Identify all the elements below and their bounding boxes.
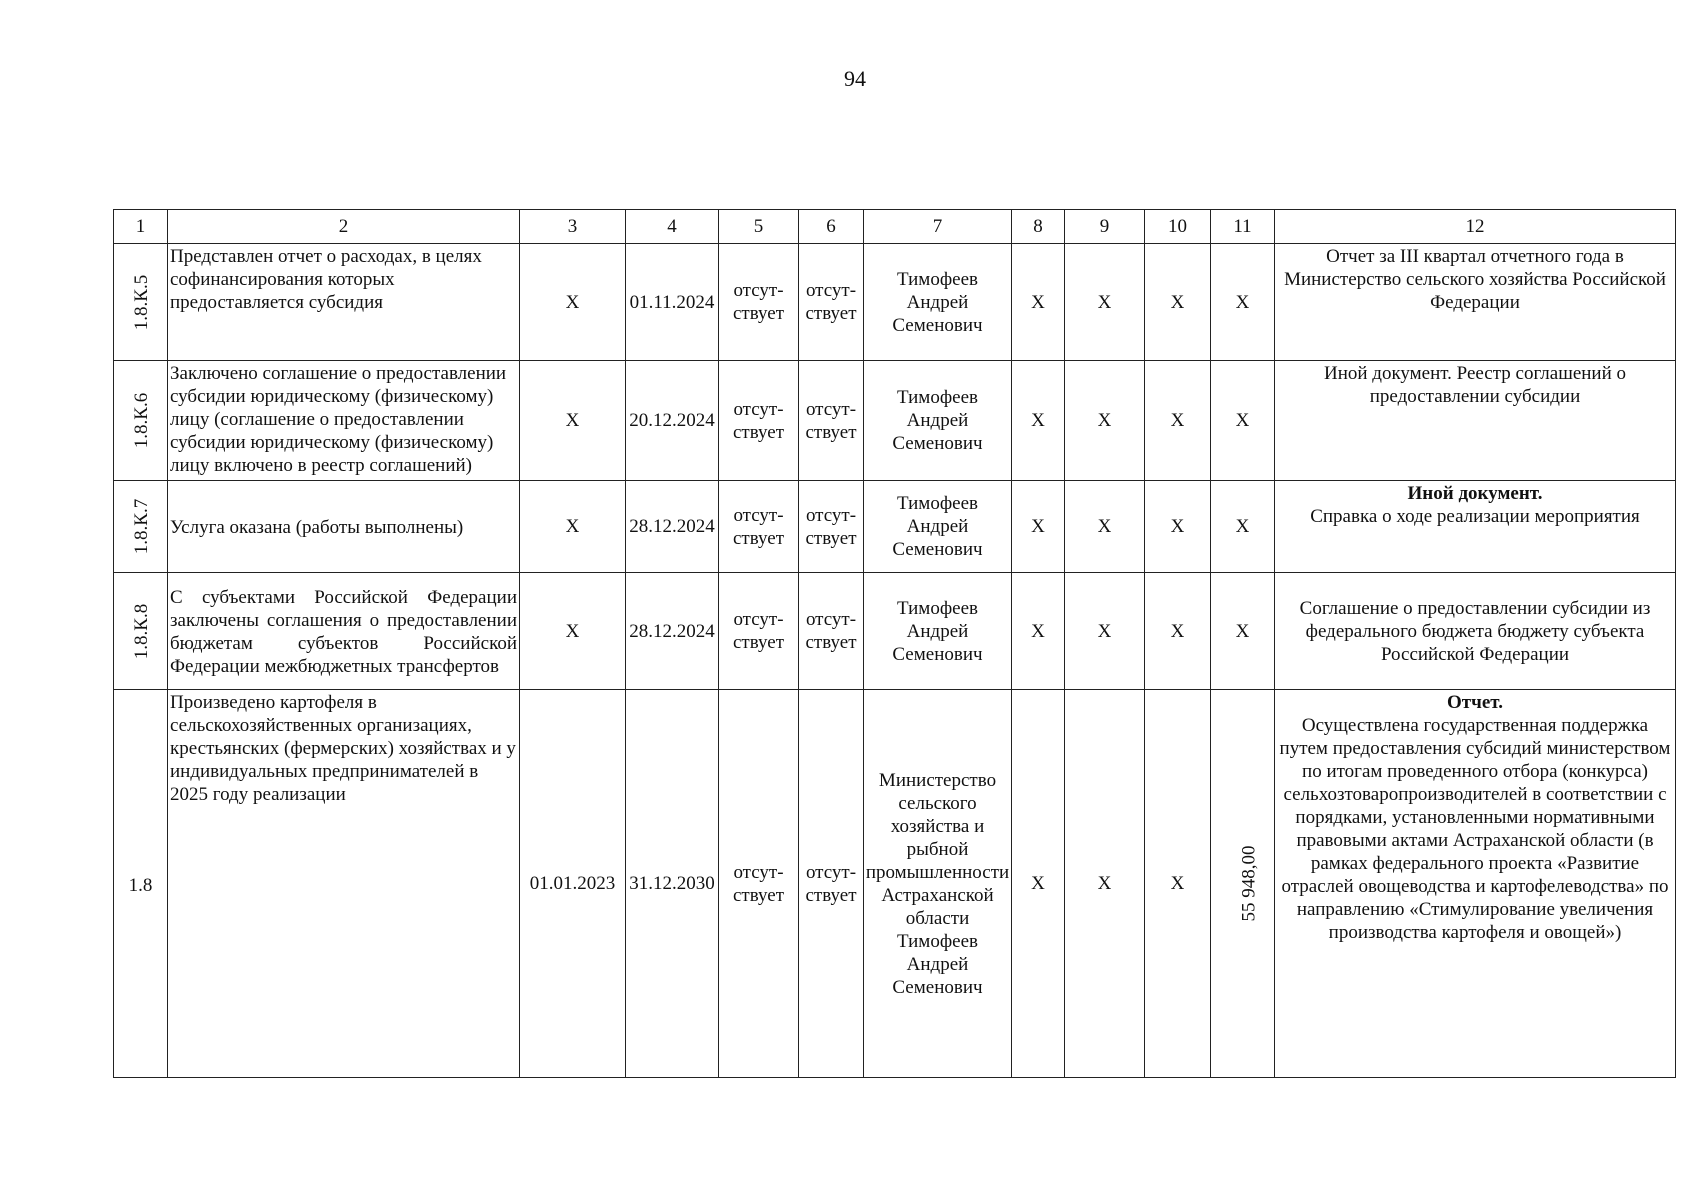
cell-document: Соглашение о предоставлении субсидии из федерального бюджета бюджету субъекта Российской Федерации	[1275, 573, 1676, 690]
row-code-cell	[114, 361, 168, 481]
cell-col9: X	[1065, 361, 1145, 481]
column-header: 5	[719, 210, 799, 244]
column-header: 9	[1065, 210, 1145, 244]
column-number-row	[114, 210, 1676, 244]
cell-responsible: Министерство сельского хозяйства и рыбной промышленности Астраханской области Тимофеев Андрей Семенович	[864, 690, 1012, 1078]
cell-end-date: 31.12.2030	[626, 690, 719, 1078]
cell-col8: X	[1012, 361, 1065, 481]
row-code-cell	[114, 244, 168, 361]
row-description: Заключено соглашение о предоставлении субсидии юридическому (физическому) лицу (соглашение о предоставлении субсидии юридическому (физическому) лицу включено в реестр соглашений)	[168, 361, 520, 481]
cell-document: Иной документ. Реестр соглашений о предоставлении субсидии	[1275, 361, 1676, 481]
page-number: 94	[844, 66, 866, 91]
cell-col10: X	[1145, 481, 1211, 573]
row-code: 1.8.К.6	[131, 392, 153, 449]
cell-col6: отсут-ствует	[799, 244, 864, 361]
cell-document	[1275, 690, 1676, 1078]
control-points-table	[113, 209, 1676, 1078]
cell-col6: отсут-ствует	[799, 481, 864, 573]
cell-amount	[1211, 690, 1275, 1078]
cell-col11: X	[1211, 573, 1275, 690]
column-header: 11	[1211, 210, 1275, 244]
cell-col8: X	[1012, 690, 1065, 1078]
cell-date: 28.12.2024	[626, 481, 719, 573]
document-heading: Иной документ.	[1407, 483, 1543, 504]
row-code: 1.8.К.5	[131, 274, 153, 330]
cell-col5: отсут-ствует	[719, 481, 799, 573]
row-code: 1.8.К.7	[131, 498, 153, 555]
cell-col8: X	[1012, 244, 1065, 361]
column-header: 10	[1145, 210, 1211, 244]
cell-date: 28.12.2024	[626, 573, 719, 690]
cell-col10: X	[1145, 244, 1211, 361]
cell-col10: X	[1145, 573, 1211, 690]
cell-col11: X	[1211, 481, 1275, 573]
cell-col3: X	[520, 361, 626, 481]
row-description: С субъектами Российской Федерации заключены соглашения о предоставлении бюджетам субъектов Российской Федерации межбюджетных трансфертов	[168, 573, 520, 690]
cell-document: Отчет за III квартал отчетного года в Министерство сельского хозяйства Российской Федерации	[1275, 244, 1676, 361]
table-row	[114, 361, 1676, 481]
table-row	[114, 481, 1676, 573]
cell-col8: X	[1012, 481, 1065, 573]
document-text: Справка о ходе реализации мероприятия	[1310, 506, 1640, 527]
cell-col9: X	[1065, 244, 1145, 361]
row-code: 1.8.К.8	[131, 603, 153, 659]
cell-date: 20.12.2024	[626, 361, 719, 481]
column-header: 3	[520, 210, 626, 244]
row-description: Произведено картофеля в сельскохозяйственных организациях, крестьянских (фермерских) хозяйствах и у индивидуальных предпринимателей в 2025 году реализации	[168, 690, 520, 1078]
document-text: Осуществлена государственная поддержка путем предоставления субсидий министерством по итогам проведенного отбора (конкурса) сельхозтоваропроизводителей в соответствии с порядками, установленными нормативными правовыми актами Астраханской области (в рамках федерального проекта «Развитие отраслей овощеводства и картофелеводства» по направлению «Стимулирование увеличения производства картофеля и овощей»)	[1279, 715, 1671, 943]
document-heading: Отчет.	[1447, 692, 1503, 713]
cell-responsible: Тимофеев Андрей Семенович	[864, 244, 1012, 361]
cell-col3: X	[520, 481, 626, 573]
cell-col8: X	[1012, 573, 1065, 690]
cell-col10: X	[1145, 361, 1211, 481]
column-header: 1	[114, 210, 168, 244]
cell-start-date: 01.01.2023	[520, 690, 626, 1078]
column-header: 8	[1012, 210, 1065, 244]
column-header: 7	[864, 210, 1012, 244]
row-description: Услуга оказана (работы выполнены)	[168, 481, 520, 573]
cell-col5: отсут-ствует	[719, 361, 799, 481]
cell-date: 01.11.2024	[626, 244, 719, 361]
cell-col9: X	[1065, 573, 1145, 690]
cell-col11: X	[1211, 361, 1275, 481]
amount-value: 55 948,00	[1238, 845, 1260, 922]
row-code-cell	[114, 573, 168, 690]
row-code-cell	[114, 481, 168, 573]
cell-responsible: Тимофеев Андрей Семенович	[864, 361, 1012, 481]
cell-col6: отсут-ствует	[799, 690, 864, 1078]
cell-col3: X	[520, 244, 626, 361]
row-code: 1.8	[114, 690, 168, 1078]
cell-col3: X	[520, 573, 626, 690]
column-header: 4	[626, 210, 719, 244]
cell-responsible: Тимофеев Андрей Семенович	[864, 573, 1012, 690]
column-header: 2	[168, 210, 520, 244]
cell-col6: отсут-ствует	[799, 573, 864, 690]
cell-col9: X	[1065, 481, 1145, 573]
cell-col9: X	[1065, 690, 1145, 1078]
cell-col5: отсут-ствует	[719, 573, 799, 690]
cell-col6: отсут-ствует	[799, 361, 864, 481]
cell-col5: отсут-ствует	[719, 690, 799, 1078]
table-row	[114, 690, 1676, 1078]
cell-col10: X	[1145, 690, 1211, 1078]
table-row	[114, 244, 1676, 361]
cell-col5: отсут-ствует	[719, 244, 799, 361]
column-header: 6	[799, 210, 864, 244]
row-description: Представлен отчет о расходах, в целях софинансирования которых предоставляется субсидия	[168, 244, 520, 361]
cell-responsible: Тимофеев Андрей Семенович	[864, 481, 1012, 573]
cell-col11: X	[1211, 244, 1275, 361]
column-header: 12	[1275, 210, 1676, 244]
cell-document	[1275, 481, 1676, 573]
table-row	[114, 573, 1676, 690]
